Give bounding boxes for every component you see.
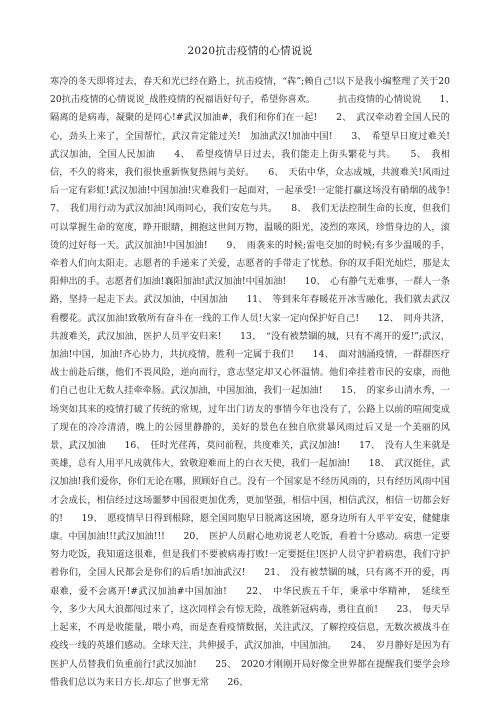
document-title: 2020抗击疫情的心情说说 bbox=[187, 45, 313, 57]
document-body bbox=[50, 73, 469, 692]
document-body-text: 寒冷的冬天即将过去，春天和光已经在路上，抗击疫情，“犇”;赖自己!以下是我小编整理了关于2020抗击疫情的心情说说_战胜疫情的祝福语好句子，希望你喜欢。 抗击疫情的心情说说 1、 隔离的是病毒，凝聚的是同心!#武汉加油#，我们和你们在一起! 2、 武汉牵动着全国人民的心，劲头上来了，全国帮忙，武汉肯定能过关! 加油武汉!加油中国! 3、 希望早日度过难关!武汉加油，全国人民加油 4、 希望疫情早日过去，我们能走上街头繁花与共。 5、 我相信，不久的将来，我们很快重新恢复热闹与美好。 6、 天佑中华，众志成城，共渡难关!风雨过后一定有彩虹!武汉加油!中国加油!灾难我们一起面对，一起承受!一定能打赢这场没有硝烟的战争! 7、 我们用行动为武汉加油!风雨同心，我们安危与共。 8、 我们无法控制生命的长度，但我们可以掌握生命的宽度，睁开眼睛，拥抱这世间万物，温暖的阳光，凌烈的寒风，珍惜身边的人，滚烫的过好每一天。武汉加油!中国加油! 9、 雨袭来的时候;雷电交加的时候;有多少温暖的手，牵着人们向太阳走。志愿者的手递来了关爱，志愿者的手带走了忧愁。你的双手阳光灿烂，那是太阳伸出的手。志愿者们加油!襄阳加油!武汉加油!中国加油! 10、 心有静气无难事，一群人一条路，坚持一起走下去。武汉加油，中国加油 11、 等到来年春暖花开冰雪融化，我们就去武汉看樱花。武汉加油!致敬所有奋斗在一线的工作人员!大家一定向保护好自己! 12、 同舟共济，共渡难关，武汉加油，医护人员平安归来! 13、 “没有被禁锢的城，只有不离开的爱!”;武汉，加油!中国，加油!齐心协力，共抗疫情，胜利一定属于我们! 14、 面对汹涌疫情，一群群医疗战士前赴后继，他们不畏风险，逆向而行，意志坚定却又心怀温情。他们牵挂着市民的安康，而他们自己也让无数人挂牵牵肠。武汉加油，中国加油，我们一起加油! 15、 的家乡山清水秀，一场突如其来的疫情打破了传统的常规，过年出门访友的事情今年也没有了，公路上以前的喧闹变成了现在的冷冷清清，晚上的公园里静静的，美好的景色在独自欣赏暴风雨过后又是一个美丽的风景，武汉加油 16、 任时光荏苒，莫问前程，共度难关，武汉加油! 17、 没有人生来就是英雄，总有人用平凡成就伟大，致敬迎难而上的白衣天使，我们一起加油! 18、 武汉挺住，武汉加油!我们爱你，你们无论在哪，照顾好自己。没有一个国家是不经历风雨的，只有经历风雨中国才会成长，相信经过这场噩梦中国很更加优秀，更加坚强，相信中国，相信武汉，相信一切都会好的! 19、 愿疫情早日得到根除，愿全国同胞早日脱离这困境，愿身边所有人平平安安，健健康康。中国加油!!!武汉加油!!! 20、 医护人员耐心地劝说老人吃饭，看着十分感动。病患一定要努力吃饭，我知道这很难，但是我们不要被病毒打败!一定要挺住!医护人员守护着病患，我们守护着你们，全国人民都会是你们的后盾!加油武汉! 21、 没有被禁锢的城，只有离不开的爱，再艰难，爱不会离开!#武汉加油#中国加油! 22、 中华民族五千年，秉承中华精神， 延续至今，多少大风大浪都闯过来了，这次同样会有惊无险，战胜新冠病毒，勇往直前! 23、 每天早上起来，不再是收能量，喂小鸡，而是查看疫情数据，关注武汉，了解控疫信息，无数次被战斗在疫线一线的英雄们感动。全球天注，共伸援手，武汉加油，中国加油。 24、 岁月静好是因为有医护人员替我们负重前行!武汉加油! 25、 2020才刚刚开局好像全世界都在提醒我们要学会珍惜我们总以为来日方长.却忘了世事无常 26、 bbox=[50, 76, 469, 688]
